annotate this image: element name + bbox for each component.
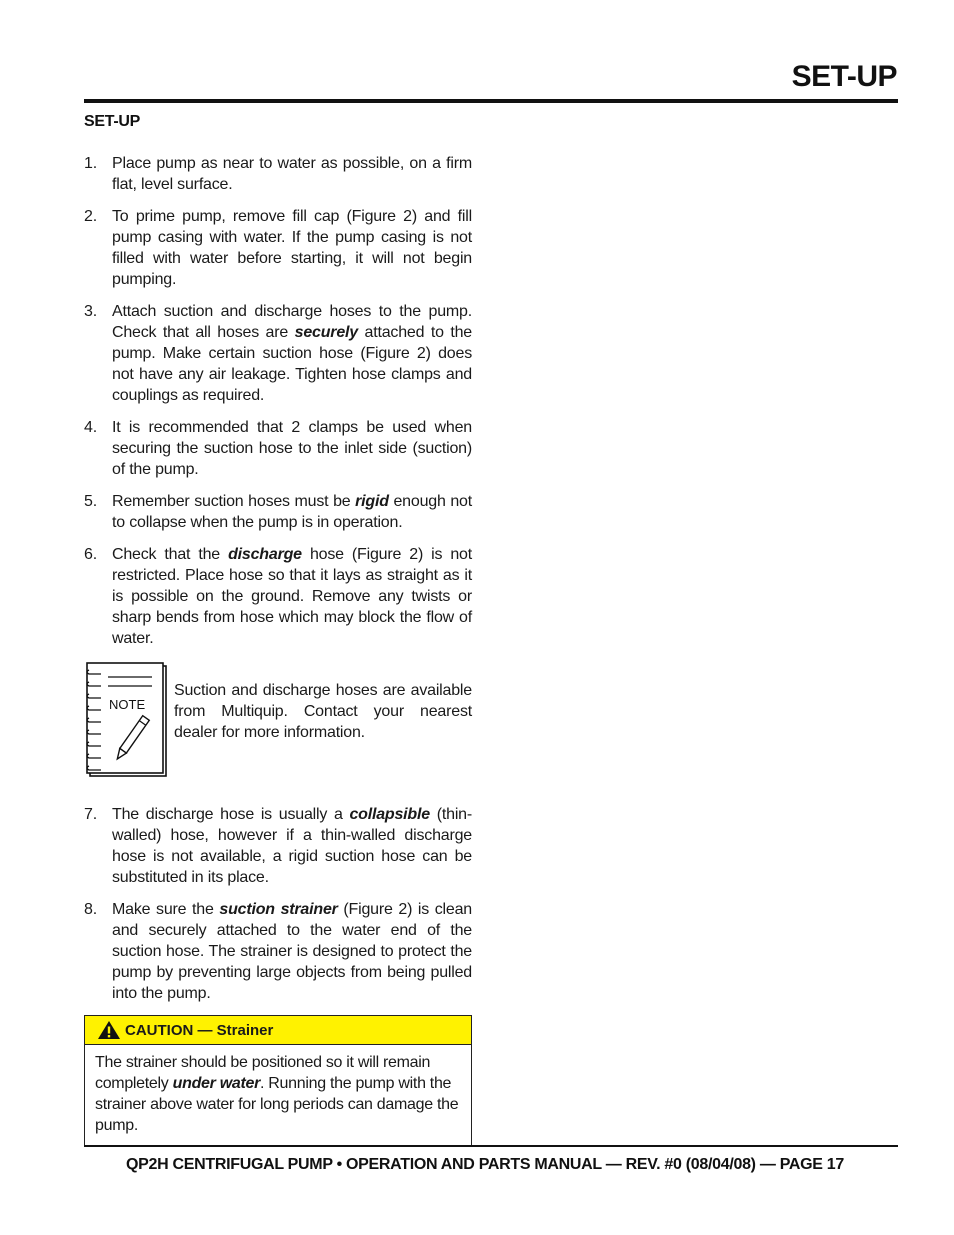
footer-divider [84,1145,898,1147]
title-divider [84,99,898,103]
caution-box [84,1015,472,1146]
step-number: 6. [84,546,97,563]
list-item [84,206,472,290]
step-text-segment: attached to the pump. Make certain suction hose (Figure 2) does not have any air leakage. Tighten hose clamps and couplings as required. [112,324,472,404]
step-text [112,491,472,533]
list-item [84,417,472,480]
section-heading: SET-UP [84,113,140,130]
note-box [84,660,472,780]
step-number: 4. [84,419,97,436]
step-text [112,206,472,290]
step-text-segment: (Figure 2) is clean and securely attached to the water end of the suction hose. The strainer is designed to protect the pump by preventing large objects from being pulled into the pump. [112,901,472,1002]
step-number: 7. [84,806,97,823]
step-text-segment: Attach suction and discharge hoses to the pump. Check that all hoses are [112,303,472,341]
caution-title: CAUTION — Strainer [125,1021,274,1039]
step-text-segment: enough not to collapse when the pump is in operation. [112,493,472,531]
footer-text: QP2H CENTRIFUGAL PUMP • OPERATION AND PARTS MANUAL — REV. #0 (08/04/08) — PAGE 17 [125,1156,844,1173]
notepad-icon [84,660,174,780]
step-text [112,417,472,480]
step-number: 2. [84,208,97,225]
step-text-segment: The discharge hose is usually a [112,806,350,823]
step-text [112,153,472,195]
emphasized-text: securely [294,324,358,341]
setup-steps-continued [84,804,472,1004]
step-number: 1. [84,155,97,172]
setup-column [84,113,472,1146]
step-number: 8. [84,901,97,918]
emphasized-text: collapsible [349,806,430,823]
step-text [112,804,472,888]
list-item [84,544,472,649]
caution-text-segment: The strainer should be positioned so it will remain completely [95,1054,431,1092]
list-item [84,301,472,406]
step-text-segment: hose (Figure 2) is not restricted. Place hose so that it lays as straight as it is possible on the ground. Remove any twists or sharp bends from hose which may block the flow of water. [112,546,472,647]
step-text [112,899,472,1004]
note-text: Suction and discharge hoses are available from Multiquip. Contact your nearest dealer for more information. [174,682,472,741]
caution-text-segment: . Running the pump with the strainer above water for long periods can damage the pump. [95,1075,459,1134]
step-number: 5. [84,493,97,510]
emphasized-text: discharge [228,546,302,563]
step-text-segment: (thin-walled) hose, however if a thin-walled discharge hose is not available, a rigid suction hose can be substituted in its place. [112,806,472,886]
note-icon-label: NOTE [109,697,146,712]
page-title: SET-UP [791,60,897,93]
step-text-segment: It is recommended that 2 clamps be used when securing the suction hose to the inlet side (suction) of the pump. [112,419,472,478]
list-item [84,491,472,533]
step-text-segment: Check that the [112,546,229,563]
caution-text [85,1045,471,1145]
list-item [84,153,472,195]
emphasized-text: under water [172,1075,261,1092]
warning-triangle-icon [97,1020,121,1040]
step-text-segment: Remember suction hoses must be [112,493,356,510]
step-text-segment: To prime pump, remove fill cap (Figure 2) and fill pump casing with water. If the pump casing is not filled with water before starting, it will not begin pumping. [112,208,472,288]
caution-header [85,1016,471,1045]
setup-steps-list [84,153,472,649]
list-item [84,899,472,1004]
step-text [112,544,472,649]
step-number: 3. [84,303,97,320]
step-text-segment: Place pump as near to water as possible, on a firm flat, level surface. [112,155,472,193]
emphasized-text: rigid [355,493,389,510]
list-item [84,804,472,888]
step-text [112,301,472,406]
emphasized-text: suction strainer [219,901,338,918]
step-text-segment: Make sure the [112,901,220,918]
